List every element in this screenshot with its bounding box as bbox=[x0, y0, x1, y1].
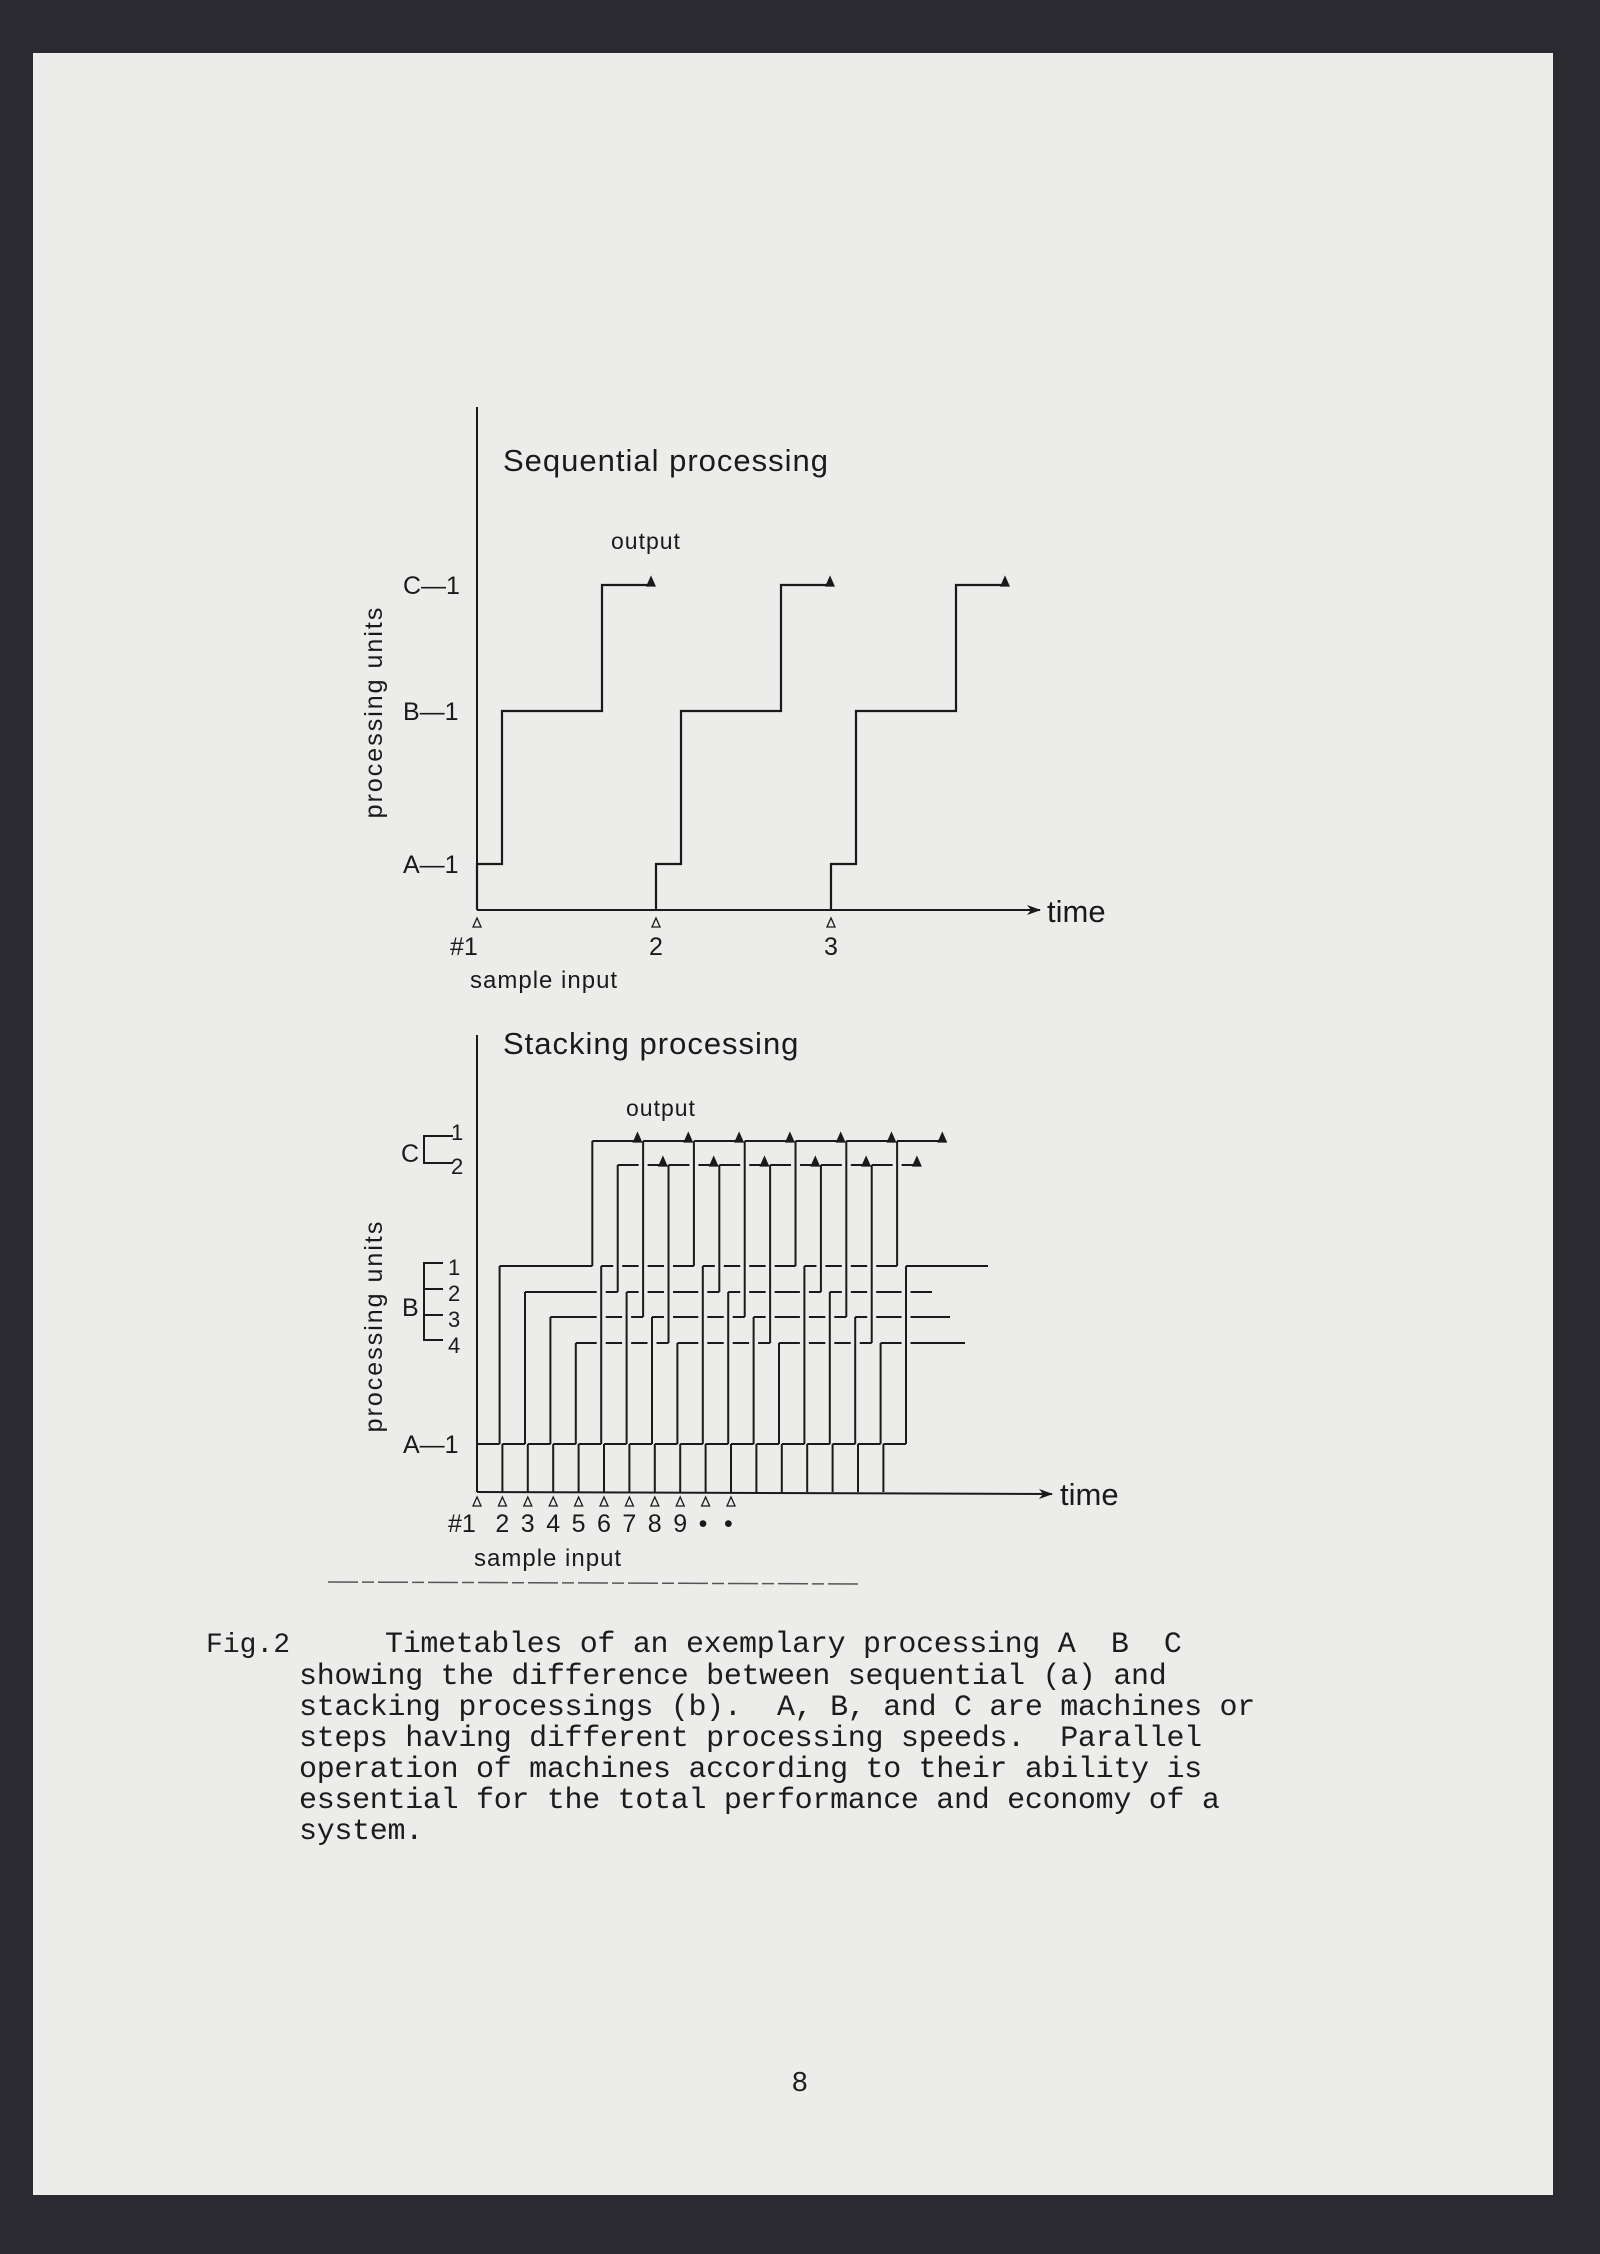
output-arrow-icon bbox=[826, 577, 834, 586]
unit-label-b: B—1 bbox=[403, 698, 459, 726]
unit-c-1: 1 bbox=[451, 1120, 464, 1145]
sample-input-label: sample input bbox=[470, 967, 619, 994]
sequential-diagram bbox=[360, 407, 1106, 994]
output-label: output bbox=[626, 1095, 696, 1121]
caption-line: stacking processings (b). A, B, and C are machines or bbox=[299, 1691, 1255, 1725]
sample-input-marker-icon bbox=[498, 1497, 506, 1506]
diagram-title: Sequential processing bbox=[503, 443, 830, 478]
processing-step-line bbox=[656, 585, 828, 910]
sample-input-marker-icon bbox=[652, 918, 660, 927]
page-number: 8 bbox=[792, 2066, 808, 2097]
sample-label: 4 bbox=[546, 1510, 561, 1538]
processing-step-line bbox=[831, 585, 1003, 910]
c-bracket bbox=[424, 1136, 453, 1163]
processing-step-line bbox=[477, 585, 649, 910]
time-label: time bbox=[1047, 894, 1106, 929]
sample-label: 9 bbox=[673, 1510, 688, 1538]
figure-label: Fig.2 bbox=[206, 1630, 291, 1661]
sample-label: 8 bbox=[647, 1510, 662, 1538]
unit-label-a: A—1 bbox=[403, 1431, 459, 1459]
sample-input-marker-icon bbox=[676, 1497, 684, 1506]
stacking-diagram bbox=[328, 1026, 1119, 1584]
sample-label: 6 bbox=[597, 1510, 611, 1538]
sample-input-marker-icon bbox=[549, 1497, 557, 1506]
unit-label-c: C bbox=[401, 1140, 420, 1168]
sample-label: 3 bbox=[520, 1510, 535, 1538]
sample-label: 5 bbox=[571, 1510, 586, 1538]
output-label: output bbox=[611, 528, 681, 554]
b-bracket bbox=[424, 1263, 443, 1340]
caption-line: steps having different processing speeds. Parallel bbox=[299, 1722, 1202, 1756]
diagram-title: Stacking processing bbox=[503, 1026, 800, 1061]
sample-input-marker-icon bbox=[600, 1497, 608, 1506]
caption-line: showing the difference between sequential (a) and bbox=[299, 1660, 1167, 1694]
unit-b-3: 3 bbox=[448, 1307, 461, 1332]
unit-label-c: C—1 bbox=[403, 572, 460, 600]
output-arrow-icon bbox=[647, 577, 655, 586]
unit-label-a: A—1 bbox=[403, 851, 459, 879]
sample-input-marker-icon bbox=[702, 1497, 710, 1506]
y-axis-label: processing units bbox=[360, 605, 388, 819]
unit-b-1: 1 bbox=[448, 1255, 461, 1280]
caption-line: essential for the total performance and economy of a bbox=[299, 1784, 1220, 1818]
sample-input-label: sample input bbox=[474, 1545, 623, 1572]
sample-input-marker-icon bbox=[575, 1497, 583, 1506]
sample-label: 2 bbox=[495, 1510, 510, 1538]
caption-line: operation of machines according to their ability is bbox=[299, 1753, 1202, 1787]
sample-input-marker-icon bbox=[727, 1497, 735, 1506]
caption-line: Timetables of an exemplary processing A B C bbox=[385, 1628, 1182, 1662]
sample-label: • bbox=[698, 1510, 708, 1538]
sample-input-marker-icon bbox=[625, 1497, 633, 1506]
sample-label: 7 bbox=[622, 1510, 637, 1538]
sample-label: #1 bbox=[450, 933, 478, 961]
sample-label: 2 bbox=[649, 933, 663, 961]
unit-b-2: 2 bbox=[448, 1281, 461, 1306]
sample-input-marker-icon bbox=[651, 1497, 659, 1506]
y-axis-label: processing units bbox=[360, 1219, 388, 1433]
sample-label: • bbox=[724, 1510, 733, 1538]
time-axis bbox=[477, 1492, 1052, 1494]
sample-input-marker-icon bbox=[524, 1497, 532, 1506]
time-label: time bbox=[1060, 1477, 1119, 1512]
sample-input-marker-icon bbox=[473, 918, 481, 927]
sample-label: 3 bbox=[824, 933, 838, 961]
sample-input-marker-icon bbox=[827, 918, 835, 927]
output-arrow-icon bbox=[1001, 577, 1009, 586]
caption-line: system. bbox=[299, 1815, 423, 1849]
unit-c-2: 2 bbox=[451, 1154, 464, 1179]
sample-input-marker-icon bbox=[473, 1497, 481, 1506]
divider-line bbox=[328, 1582, 862, 1584]
unit-b-4: 4 bbox=[448, 1333, 461, 1358]
unit-label-b: B bbox=[402, 1294, 419, 1322]
sample-label: #1 bbox=[448, 1510, 476, 1538]
